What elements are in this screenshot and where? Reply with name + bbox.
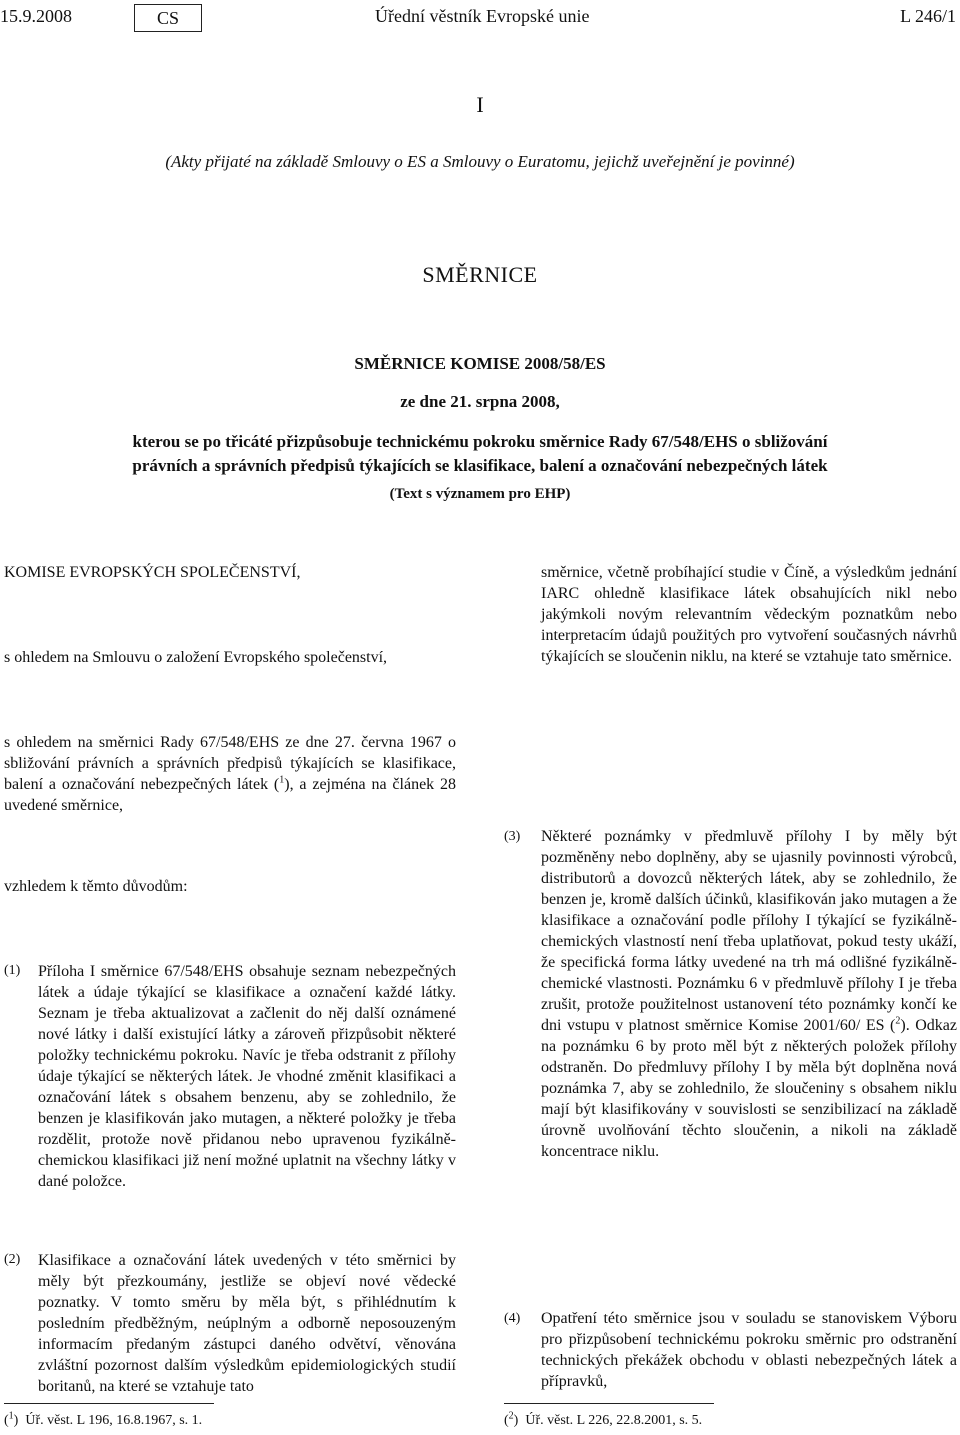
footnote-2: ($^2$) Úř. věst. L 226, 22.8.2001, s. 5. [504, 1410, 703, 1428]
recital-3-text-end: ). Odkaz na poznámku 6 by proto měl být z některých položek přílohy odstraněn. Do předmluvy přílohy I by měla být doplněna nová poznámka 7, aby se zohlednilo, že sloučeniny s obsahem niklu mají být klasifikovány v souvislosti se senzibilizací na základě úrovně uvolňování těchto sloučenin, a nikoli na základě koncentrace niklu. [541, 1017, 957, 1160]
eea-relevance: (Text s významem pro EHP) [389, 486, 571, 502]
directive-title: SMĚRNICE KOMISE 2008/58/ES [354, 354, 606, 373]
having-regard-directive [4, 732, 456, 816]
footnote-separator-right [504, 1403, 714, 1404]
directive-date: ze dne 21. srpna 2008, [400, 392, 560, 411]
footnote-ref-1: 1 [279, 774, 285, 786]
recital-2-number: (2) [4, 1252, 21, 1267]
having-regard-directive-text-end: ), a zejména na článek 28 uvedené směrnice, [4, 776, 457, 814]
document-type: SMĚRNICE [422, 262, 538, 287]
directive-subject-line-1: kterou se po třicáté přizpůsobuje technickému pokroku směrnice Rady 67/548/EHS o sbližování [132, 432, 828, 451]
having-regard-treaty: s ohledem na Smlouvu o založení Evropského společenství, [4, 649, 388, 666]
commission-heading: KOMISE EVROPSKÝCH SPOLEČENSTVÍ, [4, 564, 301, 581]
footnote-1: ($^1$) Úř. věst. L 196, 16.8.1967, s. 1. [4, 1410, 203, 1428]
recital-3-text-body: Některé poznámky v předmluvě přílohy I by měly být pozměněny nebo doplněny, aby se ujasnily povinnosti výrobců, distributorů a dovozců některých látek, aby se zohlednilo, že benzen je, kromě dalších účinků, klasifikován jako mutagen a že klasifikace a označování podle přílohy I týkající se fyzikálně-chemických vlastností není třeba uplatňovat, pokud testy ukáží, že specifická forma látky uvedené na trh má odlišné fyzikálně-chemické vlastnosti. Poznámku 6 v předmluvě přílohy I je třeba zrušit, protože použitelnost ustanovení této poznámky končí ke dni vstupu v platnost směrnice Komise 2001/60/ ES ( [541, 828, 957, 1034]
recital-2-continuation: směrnice, včetně probíhající studie v Číně, a výsledkům jednání IARC ohledně klasifikace látek obsahujících nikl nebo jakýmkoli novým relevantním vědeckým poznatkům nebo interpretacím údajů použitých pro vytvoření současných návrhů týkajících se sloučenin niklu, na které se vztahuje tato směrnice. [541, 564, 957, 665]
recital-1-number: (1) [4, 963, 21, 978]
journal-title: Úřední věstník Evropské unie [375, 6, 590, 26]
recital-1-text: Příloha I směrnice 67/548/EHS obsahuje seznam nebezpečných látek a údaje týkající se klasifikace a označení každé látky. Seznam je třeba aktualizovat a začlenit do něj další oznámené nové látky i další existující látky a zároveň přizpůsobit některé položky technickému pokroku. Navíc je třeba odstranit z přílohy údaje týkající se některých látek. Je vhodné změnit klasifikaci a označování látek s obsahem benzenu, aby se zohlednilo, že benzen je klasifikován jako mutagen, a některé položky je třeba rozdělit, protože nově přidanou nebo upravenou fyzikálně-chemickou klasifikaci již není možné uplatnit na všechny látky v dané položce. [38, 963, 456, 1190]
whereas-heading: vzhledem k těmto důvodům: [4, 878, 188, 895]
recital-3-number: (3) [504, 829, 521, 844]
publication-date: 15.9.2008 [0, 6, 72, 26]
recital-2-text: Klasifikace a označování látek uvedených v této směrnici by měly být přezkoumány, jestliže se objeví nové vědecké poznatky. V tomto směru by měla být, s přihlédnutím k posledním předběžným, neúplným a odborně neposouzeným informacím předaným zástupci daného odvětví, věnována zvláštní pozornost dalším výsledkům epidemiologických studií boritanů, na které se vztahuje tato [38, 1252, 456, 1395]
recital-4-text: Opatření této směrnice jsou v souladu se stanoviskem Výboru pro přizpůsobení technickému pokroku směrnic pro odstranění technických překážek obchodu v oblasti nebezpečných látek a přípravků, [541, 1310, 957, 1390]
page-reference: L 246/1 [900, 6, 956, 26]
footnote-1-text: Úř. věst. L 196, 16.8.1967, s. 1. [25, 1413, 203, 1428]
recital-3-text [541, 826, 957, 1162]
directive-subject-line-2: právních a správních předpisů týkajících se klasifikace, balení a označování nebezpečných látek [132, 456, 828, 475]
having-regard-directive-text: s ohledem na směrnici Rady 67/548/EHS ze dne 27. června 1967 o sbližování právních a správních předpisů týkajících se klasifikace, balení a označování nebezpečných látek ( [4, 734, 456, 793]
recital-4-number: (4) [504, 1311, 521, 1326]
footnote-separator-left [4, 1403, 214, 1404]
footnote-2-marker: 2 [508, 1410, 514, 1422]
section-roman-numeral: I [476, 92, 484, 117]
acts-note: (Akty přijaté na základě Smlouvy o ES a Smlouvy o Euratomu, jejichž uveřejnění je povinné) [165, 152, 795, 171]
language-code-box: CS [134, 4, 202, 32]
directive-subject [0, 430, 960, 478]
page-header [0, 2, 960, 32]
footnote-ref-2: 2 [895, 1015, 901, 1027]
footnote-1-marker: 1 [8, 1410, 14, 1422]
footnote-2-text: Úř. věst. L 226, 22.8.2001, s. 5. [525, 1413, 703, 1428]
